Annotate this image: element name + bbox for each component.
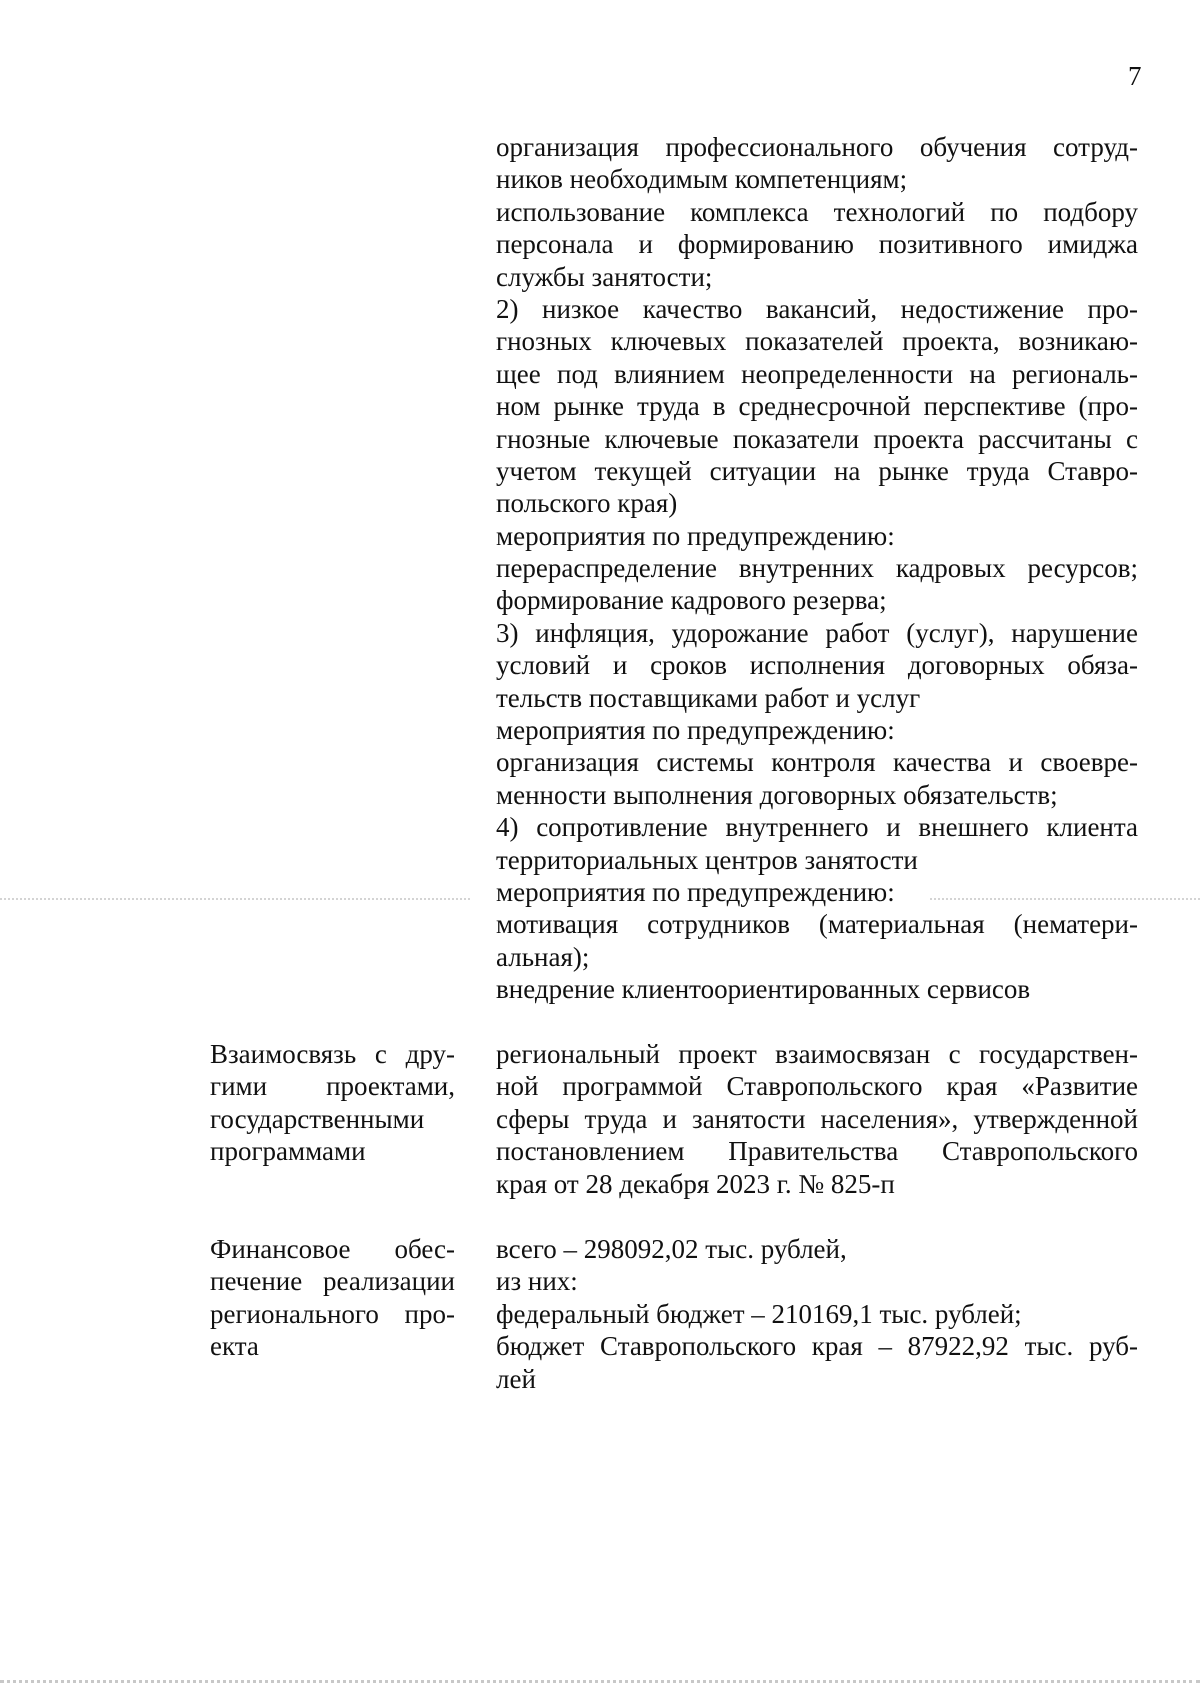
text-line: мероприятия по предупреждению: xyxy=(496,876,895,907)
text-line: сферы труда и занятости населения», утвержденной xyxy=(496,1103,1138,1134)
finance-label xyxy=(210,1233,455,1363)
scan-dotted-artifact xyxy=(930,898,1200,900)
text-line: персонала и формированию позитивного имиджа xyxy=(496,229,1138,260)
text-line: бюджет Ставропольского края – 87922,92 тыс. руб- xyxy=(496,1331,1138,1362)
text-line: мероприятия по предупреждению: xyxy=(496,520,895,551)
text-line: 3) инфляция, удорожание работ (услуг), нарушение xyxy=(496,617,1138,648)
text-line: программами xyxy=(210,1136,366,1167)
scan-bottom-edge xyxy=(0,1680,1200,1683)
text-line: государственными xyxy=(210,1103,425,1134)
text-line: печение реализации xyxy=(210,1266,455,1297)
text-line: альная); xyxy=(496,941,590,972)
text-line: формирование кадрового резерва; xyxy=(496,585,887,616)
text-line: лей xyxy=(496,1363,536,1394)
text-line: ной программой Ставропольского края «Развитие xyxy=(496,1071,1138,1102)
text-line: перераспределение внутренних кадровых ресурсов; xyxy=(496,553,1138,584)
links-label xyxy=(210,1038,455,1168)
text-line: учетом текущей ситуации на рынке труда Ставро- xyxy=(496,455,1138,486)
text-line: гнозные ключевые показатели проекта рассчитаны с xyxy=(496,423,1138,454)
text-line: щее под влиянием неопределенности на региональ- xyxy=(496,358,1138,389)
scan-dotted-artifact xyxy=(0,898,470,900)
text-line: использование комплекса технологий по подбору xyxy=(496,196,1138,227)
text-line: постановлением Правительства Ставропольского xyxy=(496,1136,1138,1167)
text-line: территориальных центров занятости xyxy=(496,844,918,875)
text-line: менности выполнения договорных обязательств; xyxy=(496,779,1058,810)
text-line: из них: xyxy=(496,1266,578,1297)
text-line: региональный проект взаимосвязан с государствен- xyxy=(496,1039,1138,1069)
text-line: екта xyxy=(210,1331,259,1362)
text-line: мотивация сотрудников (материальная (нематери- xyxy=(496,909,1138,940)
text-line: федеральный бюджет – 210169,1 тыс. рублей; xyxy=(496,1298,1022,1329)
text-line: 4) сопротивление внутреннего и внешнего клиента xyxy=(496,812,1138,843)
text-line: Взаимосвязь с дру- xyxy=(210,1039,455,1069)
text-line: организация системы контроля качества и своевре- xyxy=(496,747,1138,778)
text-line: 2) низкое качество вакансий, недостижение про- xyxy=(496,293,1138,324)
text-line: внедрение клиентоориентированных сервисов xyxy=(496,974,1031,1005)
text-line: регионального про- xyxy=(210,1298,455,1329)
text-line: организация профессионального обучения сотруд- xyxy=(496,132,1138,162)
text-line: тельств поставщиками работ и услуг xyxy=(496,682,921,713)
text-line: всего – 298092,02 тыс. рублей, xyxy=(496,1234,847,1264)
page-number: 7 xyxy=(1128,61,1142,91)
finance-text xyxy=(496,1233,1138,1395)
links-text xyxy=(496,1038,1138,1200)
text-line: Финансовое обес- xyxy=(210,1234,455,1264)
text-line: службы занятости; xyxy=(496,261,713,292)
text-line: мероприятия по предупреждению: xyxy=(496,715,895,746)
text-line: ников необходимым компетенциям; xyxy=(496,164,908,195)
text-line: края от 28 декабря 2023 г. № 825-п xyxy=(496,1168,895,1199)
text-line: гнозных ключевых показателей проекта, возникаю- xyxy=(496,326,1138,357)
text-line: условий и сроков исполнения договорных обяза- xyxy=(496,650,1138,681)
text-line: ном рынке труда в среднесрочной перспективе (про- xyxy=(496,391,1138,422)
risks-text-block xyxy=(496,131,1138,1006)
text-line: гими проектами, xyxy=(210,1071,455,1102)
text-line: польского края) xyxy=(496,488,678,519)
